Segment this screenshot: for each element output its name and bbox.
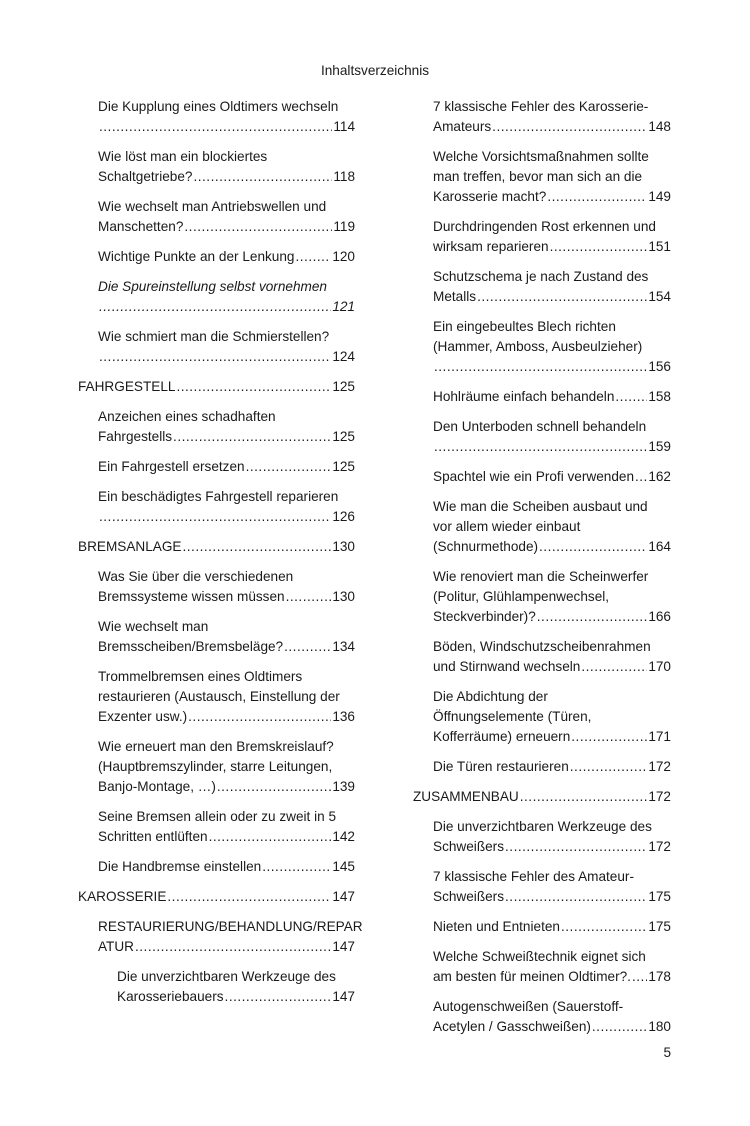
dot-leader	[176, 377, 331, 397]
toc-page-number: 136	[332, 709, 355, 724]
toc-page-number: 156	[648, 359, 671, 374]
toc-entry-title: Kofferräume) erneuern	[433, 729, 571, 744]
toc-page-number: 125	[332, 429, 355, 444]
toc-entry-last-line	[98, 347, 355, 367]
toc-entry	[78, 807, 355, 847]
toc-entry-text-line: Durchdringenden Rost erkennen und	[433, 219, 656, 234]
toc-entry	[78, 377, 355, 397]
dot-leader	[173, 427, 331, 447]
toc-entry	[78, 97, 355, 137]
toc-entry-last-line	[98, 297, 355, 317]
toc-entry-text-line: 7 klassische Fehler des Amateur-	[433, 869, 634, 884]
toc-page-number: 172	[648, 839, 671, 854]
toc-entry-title: Schaltgetriebe?	[98, 169, 193, 184]
toc-entry-title: am besten für meinen Oldtimer?.	[433, 969, 631, 984]
dot-leader	[99, 347, 331, 367]
toc-entry-last-line	[98, 637, 355, 657]
toc-entry	[413, 217, 671, 257]
dot-leader	[571, 727, 647, 747]
toc-entry-title: Karosseriebauers	[117, 989, 224, 1004]
toc-entry-last-line	[433, 1017, 671, 1037]
toc-entry	[413, 997, 671, 1037]
toc-entry	[78, 247, 355, 267]
toc-entry-last-line	[98, 117, 355, 137]
toc-entry-title: Metalls	[433, 289, 477, 304]
dot-leader	[167, 887, 331, 907]
dot-leader	[225, 987, 332, 1007]
toc-entry-title: Nieten und Entnieten	[433, 919, 560, 934]
dot-leader	[217, 777, 331, 797]
toc-entry-text-line: Öffnungselemente (Türen,	[433, 709, 592, 724]
toc-page-number: 134	[332, 639, 355, 654]
toc-entry-last-line	[433, 467, 671, 487]
dot-leader	[262, 857, 331, 877]
toc-entry	[413, 417, 671, 457]
toc-entry-title: KAROSSERIE	[78, 889, 167, 904]
toc-entry	[413, 497, 671, 557]
dot-leader	[539, 537, 647, 557]
toc-page-number: 164	[648, 539, 671, 554]
toc-entry-text-line: vor allem wieder einbaut	[433, 519, 581, 534]
toc-entry	[413, 147, 671, 207]
toc-entry-text-line: Ein beschädigtes Fahrgestell reparieren	[98, 489, 339, 504]
toc-entry-text-line: Böden, Windschutzscheibenrahmen	[433, 639, 651, 654]
toc-entry-text-line: man treffen, bevor man sich an die	[433, 169, 643, 184]
toc-entry-last-line	[433, 537, 671, 557]
toc-entry	[78, 667, 355, 727]
toc-entry-text-line: Wie löst man ein blockiertes	[98, 149, 268, 164]
dot-leader	[537, 607, 648, 627]
toc-entry-last-line	[98, 827, 355, 847]
toc-entry-title: Spachtel wie ein Profi verwenden	[433, 469, 634, 484]
toc-page-number: 162	[648, 469, 671, 484]
toc-entry	[413, 787, 671, 807]
dot-leader	[246, 457, 332, 477]
toc-entry-title: Wichtige Punkte an der Lenkung	[98, 249, 295, 264]
toc-entry	[78, 617, 355, 657]
toc-entry	[413, 387, 671, 407]
toc-entry-last-line	[98, 167, 355, 187]
toc-page-number: 130	[332, 539, 355, 554]
toc-entry-text-line: Wie renoviert man die Scheinwerfer	[433, 569, 649, 584]
toc-column-right	[413, 97, 671, 1047]
toc-entry-title: Manschetten?	[98, 219, 184, 234]
toc-entry-text-line: Welche Vorsichtsmaßnahmen sollte	[433, 149, 649, 164]
dot-leader	[581, 657, 647, 677]
dot-leader	[561, 917, 647, 937]
toc-entry-text-line: Ein eingebeultes Blech richten	[433, 319, 616, 334]
toc-entry-title: Schritten entlüften	[98, 829, 208, 844]
toc-entry-last-line	[98, 707, 355, 727]
toc-entry-title: Bremssysteme wissen müssen	[98, 589, 285, 604]
toc-entry-last-line	[433, 967, 671, 987]
toc-entry	[78, 887, 355, 907]
toc-entry-text-line: Die unverzichtbaren Werkzeuge des	[433, 819, 652, 834]
toc-entry-text-line: (Politur, Glühlampenwechsel,	[433, 589, 610, 604]
toc-page-number: 130	[332, 589, 355, 604]
toc-entry-title: Exzenter usw.)	[98, 709, 188, 724]
toc-entry-text-line: Seine Bremsen allein oder zu zweit in 5	[98, 809, 337, 824]
toc-entry	[78, 197, 355, 237]
toc-entry	[78, 857, 355, 877]
page-header: Inhaltsverzeichnis	[320, 63, 430, 78]
toc-entry	[78, 967, 355, 1007]
toc-page-number: 147	[332, 989, 355, 1004]
dot-leader	[547, 187, 647, 207]
dot-leader	[99, 297, 331, 317]
toc-entry-title: und Stirnwand wechseln	[433, 659, 581, 674]
dot-leader	[434, 437, 647, 457]
toc-page-number: 145	[332, 859, 355, 874]
toc-entry-last-line	[433, 887, 671, 907]
dot-leader	[632, 967, 647, 987]
toc-entry	[413, 917, 671, 937]
toc-entry-title: Schweißers	[433, 889, 505, 904]
toc-entry-text-line: Den Unterboden schnell behandeln	[433, 419, 647, 434]
toc-entry-title: Schweißers	[433, 839, 505, 854]
toc-entry-last-line	[433, 287, 671, 307]
toc-entry-text-line: Die Spureinstellung selbst vornehmen	[98, 279, 327, 294]
toc-entry-last-line	[433, 187, 671, 207]
toc-entry-last-line	[117, 987, 355, 1007]
toc-page-number: 124	[332, 349, 355, 364]
toc-entry-last-line	[78, 377, 355, 397]
toc-page-number: 142	[332, 829, 355, 844]
toc-entry	[413, 467, 671, 487]
toc-entry-last-line	[98, 247, 355, 267]
toc-entry-text-line: Wie erneuert man den Bremskreislauf?	[98, 739, 334, 754]
toc-entry-text-line: Die Kupplung eines Oldtimers wechseln	[98, 99, 339, 114]
dot-leader	[570, 757, 648, 777]
toc-page-number: 125	[332, 459, 355, 474]
toc-entry	[413, 567, 671, 627]
toc-entry-text-line: restaurieren (Austausch, Einstellung der	[98, 689, 340, 704]
toc-entry-title: Karosserie macht?	[433, 189, 547, 204]
toc-page-number: 154	[648, 289, 671, 304]
dot-leader	[492, 117, 647, 137]
toc-page-number: 114	[333, 119, 355, 134]
dot-leader	[188, 707, 331, 727]
toc-entry-last-line	[433, 837, 671, 857]
toc-entry-text-line: Wie wechselt man	[98, 619, 209, 634]
toc-entry-last-line	[78, 537, 355, 557]
toc-entry	[78, 327, 355, 367]
dot-leader	[434, 357, 647, 377]
toc-page-number: 151	[648, 239, 671, 254]
toc-entry-title: Amateurs	[433, 119, 492, 134]
toc-entry-text-line: Trommelbremsen eines Oldtimers	[98, 669, 303, 684]
toc-entry-text-line: Anzeichen eines schadhaften	[98, 409, 276, 424]
toc-page-number: 149	[648, 189, 671, 204]
toc-entry-last-line	[78, 887, 355, 907]
dot-leader	[592, 1017, 647, 1037]
toc-entry-title: ATUR	[98, 939, 134, 954]
toc-entry	[78, 567, 355, 607]
toc-entry-text-line: Die Abdichtung der	[433, 689, 548, 704]
toc-entry-last-line	[413, 787, 671, 807]
dot-leader	[635, 467, 647, 487]
toc-page-number: 170	[648, 659, 671, 674]
toc-entry-title: Fahrgestells	[98, 429, 173, 444]
toc-entry-last-line	[98, 427, 355, 447]
dot-leader	[135, 937, 331, 957]
dot-leader	[193, 167, 332, 187]
toc-entry-text-line: (Hauptbremszylinder, starre Leitungen,	[98, 759, 333, 774]
toc-page-number: 119	[333, 219, 355, 234]
toc-entry-text-line: Schutzschema je nach Zustand des	[433, 269, 649, 284]
toc-entry-last-line	[98, 857, 355, 877]
toc-entry-text-line: Wie man die Scheiben ausbaut und	[433, 499, 648, 514]
toc-entry-last-line	[98, 457, 355, 477]
dot-leader	[505, 887, 647, 907]
toc-page-number: 166	[648, 609, 671, 624]
toc-entry	[78, 407, 355, 447]
toc-entry-last-line	[433, 357, 671, 377]
toc-entry-text-line: (Hammer, Amboss, Ausbeulzieher)	[433, 339, 643, 354]
dot-leader	[295, 247, 331, 267]
toc-entry-last-line	[433, 237, 671, 257]
toc-page-number: 147	[332, 939, 355, 954]
dot-leader	[183, 537, 332, 557]
toc-page-number: 148	[648, 119, 671, 134]
toc-entry	[413, 757, 671, 777]
toc-entry	[413, 97, 671, 137]
toc-page-number: 171	[648, 729, 671, 744]
toc-entry-title: ZUSAMMENBAU	[413, 789, 519, 804]
toc-entry	[413, 867, 671, 907]
toc-entry-text-line: Welche Schweißtechnik eignet sich	[433, 949, 646, 964]
toc-entry-last-line	[433, 387, 671, 407]
toc-page-number: 172	[648, 759, 671, 774]
toc-entry	[78, 537, 355, 557]
toc-entry	[413, 317, 671, 377]
toc-entry	[413, 637, 671, 677]
toc-entry-title: Bremsscheiben/Bremsbeläge?	[98, 639, 284, 654]
toc-entry-title: (Schnurmethode)	[433, 539, 539, 554]
dot-leader	[477, 287, 647, 307]
dot-leader	[505, 837, 647, 857]
toc-entry-title: Die Handbremse einstellen	[98, 859, 262, 874]
toc-page-number: 175	[648, 919, 671, 934]
dot-leader	[615, 387, 647, 407]
toc-entry-last-line	[433, 607, 671, 627]
toc-entry-text-line: Wie schmiert man die Schmierstellen?	[98, 329, 330, 344]
toc-entry	[78, 457, 355, 477]
toc-entry	[413, 687, 671, 747]
toc-entry	[78, 737, 355, 797]
toc-entry	[78, 277, 355, 317]
dot-leader	[550, 237, 648, 257]
toc-page-number: 139	[332, 779, 355, 794]
toc-page-number: 126	[332, 509, 355, 524]
toc-entry-title: Steckverbinder)?	[433, 609, 536, 624]
toc-page-number: 121	[332, 299, 355, 314]
toc-page-number: 172	[648, 789, 671, 804]
toc-entry	[78, 147, 355, 187]
toc-entry-title: Ein Fahrgestell ersetzen	[98, 459, 245, 474]
toc-entry-last-line	[433, 727, 671, 747]
toc-column-left	[78, 97, 363, 1017]
toc-page-number: 178	[648, 969, 671, 984]
dot-leader	[209, 827, 332, 847]
toc-entry-last-line	[433, 117, 671, 137]
toc-entry-last-line	[98, 587, 355, 607]
toc-entry-text-line: RESTAURIERUNG/BEHANDLUNG/REPAR	[98, 919, 363, 934]
toc-entry-title: Die Türen restaurieren	[433, 759, 569, 774]
toc-entry-text-line: 7 klassische Fehler des Karosserie-	[433, 99, 649, 114]
dot-leader	[520, 787, 648, 807]
toc-entry-title: Acetylen / Gasschweißen)	[433, 1019, 591, 1034]
toc-entry-last-line	[433, 657, 671, 677]
toc-entry-title: wirksam reparieren	[433, 239, 549, 254]
toc-entry	[78, 917, 363, 957]
toc-page-number: 125	[332, 379, 355, 394]
toc-entry-title: FAHRGESTELL	[78, 379, 176, 394]
toc-page-number: 180	[648, 1019, 671, 1034]
toc-entry-last-line	[98, 937, 355, 957]
toc-entry	[413, 267, 671, 307]
toc-entry-title: Banjo-Montage, …)	[98, 779, 216, 794]
toc-entry-last-line	[433, 917, 671, 937]
toc-entry-text-line: Was Sie über die verschiedenen	[98, 569, 294, 584]
toc-page-number: 118	[333, 169, 355, 184]
toc-entry	[78, 487, 355, 527]
toc-entry-last-line	[433, 437, 671, 457]
page-number: 5	[663, 1045, 671, 1060]
toc-entry-last-line	[433, 757, 671, 777]
toc-page-number: 147	[332, 889, 355, 904]
toc-entry-title: Hohlräume einfach behandeln	[433, 389, 615, 404]
dot-leader	[99, 117, 332, 137]
toc-page-number: 175	[648, 889, 671, 904]
toc-entry-title: BREMSANLAGE	[78, 539, 182, 554]
toc-entry-text-line: Wie wechselt man Antriebswellen und	[98, 199, 327, 214]
toc-entry	[413, 947, 671, 987]
toc-entry-last-line	[98, 777, 355, 797]
toc-page-number: 159	[648, 439, 671, 454]
dot-leader	[99, 507, 331, 527]
toc-entry-last-line	[98, 507, 355, 527]
dot-leader	[284, 637, 331, 657]
toc-page-number: 158	[648, 389, 671, 404]
toc-entry-text-line: Die unverzichtbaren Werkzeuge des	[117, 969, 336, 984]
dot-leader	[184, 217, 332, 237]
toc-entry-last-line	[98, 217, 355, 237]
toc-page-number: 120	[332, 249, 355, 264]
toc-entry-text-line: Autogenschweißen (Sauerstoff-	[433, 999, 624, 1014]
dot-leader	[286, 587, 332, 607]
toc-entry	[413, 817, 671, 857]
